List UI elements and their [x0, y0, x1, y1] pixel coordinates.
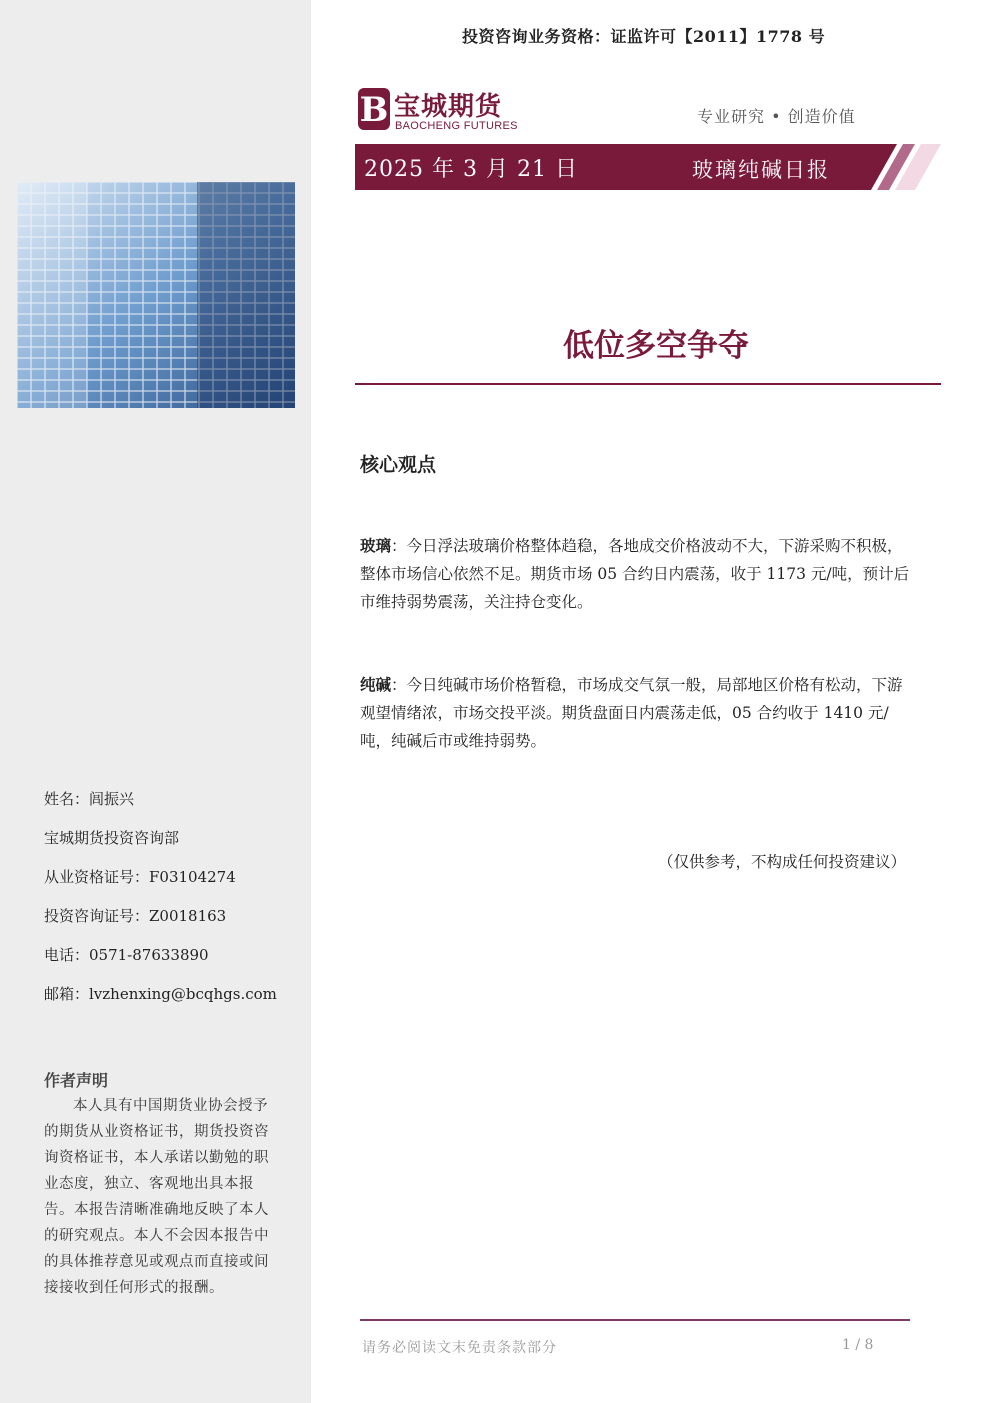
disclaimer: （仅供参考，不构成任何投资建议） — [657, 853, 906, 871]
building-photo — [17, 182, 295, 408]
declaration-body: 本人具有中国期货业协会授予的期货从业资格证书，期货投资咨询资格证书，本人承诺以勤勉的职业态度，独立、客观地出具本报告。本报告清晰准确地反映了本人的研究观点。本人不会因本报告中的具体推荐意见或观点而直接或间接接收到任何形式的报酬。 — [44, 1098, 269, 1296]
author-license-number: 从业资格证号：F03104274 — [44, 868, 236, 886]
logo-text-cn: 宝城期货 — [394, 92, 503, 122]
slogan: 专业研究 • 创造价值 — [697, 107, 856, 126]
page-number: 1 / 8 — [842, 1337, 874, 1353]
footer-note: 请务必阅读文末免责条款部分 — [362, 1340, 557, 1356]
license-statement: 投资咨询业务资格：证监许可【2011】1778 号 — [462, 27, 826, 46]
declaration-title: 作者声明 — [44, 1071, 109, 1090]
author-name: 姓名：闾振兴 — [44, 790, 135, 808]
svg-text:B: B — [359, 90, 389, 130]
glass-paragraph — [360, 532, 912, 616]
glass-label: 玻璃 — [360, 536, 392, 555]
footer-divider — [360, 1319, 910, 1321]
section-heading: 核心观点 — [360, 454, 437, 476]
author-phone: 电话：0571-87633890 — [44, 946, 209, 964]
logo-text-en: BAOCHENG FUTURES — [395, 120, 518, 132]
author-contact — [44, 788, 304, 1022]
report-date: 2025 年 3 月 21 日 — [364, 157, 578, 182]
soda-ash-label: 纯碱 — [360, 675, 392, 694]
author-email: 邮箱：lvzhenxing@bcqhgs.com — [44, 985, 277, 1003]
title-divider — [355, 383, 941, 385]
page-title: 低位多空争夺 — [563, 328, 749, 364]
author-department: 宝城期货投资咨询部 — [44, 829, 180, 847]
glass-text: ：今日浮法玻璃价格整体趋稳，各地成交价格波动不大，下游采购不积极，整体市场信心依然不足。期货市场 05 合约日内震荡，收于 1173 元/吨，预计后市维持弱势震荡，关注持仓变化。 — [360, 537, 910, 611]
soda-ash-paragraph — [360, 671, 912, 755]
soda-ash-text: ：今日纯碱市场价格暂稳，市场成交气氛一般，局部地区价格有松动，下游观望情绪浓，市场交投平淡。期货盘面日内震荡走低，05 合约收于 1410 元/吨，纯碱后市或维持弱势。 — [360, 676, 903, 750]
report-name: 玻璃纯碱日报 — [692, 158, 830, 182]
author-consult-number: 投资咨询证号：Z0018163 — [44, 907, 227, 925]
